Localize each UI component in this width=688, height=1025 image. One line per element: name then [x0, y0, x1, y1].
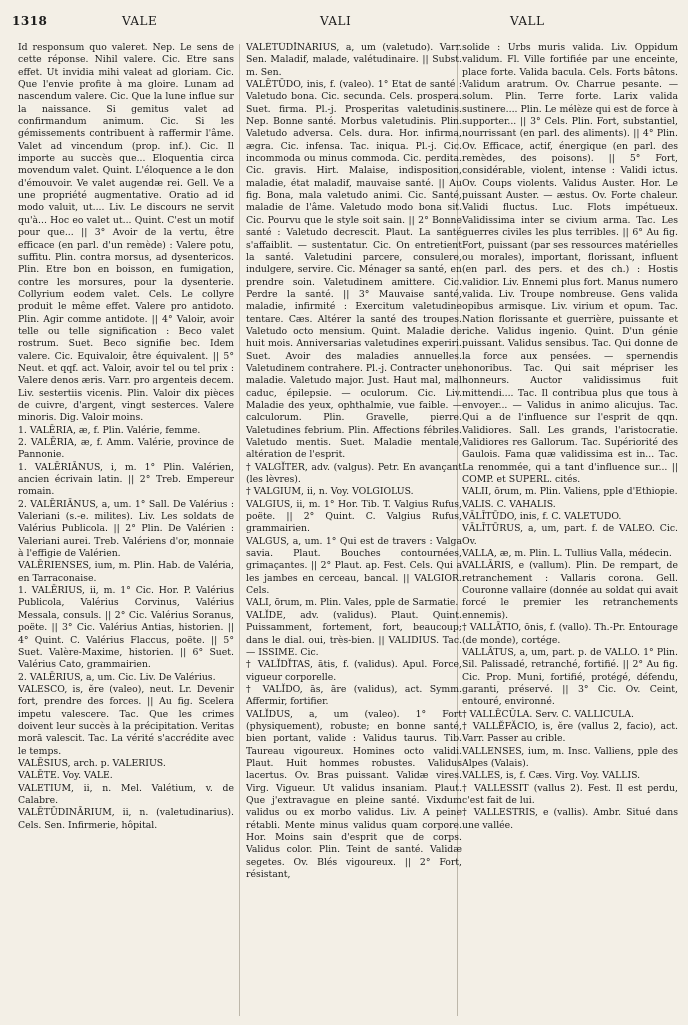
- entry: VALLĀRIS, e (vallum). Plin. De rempart, de retranchement : Vallaris corona. Gell. Couronne vallaire (donnée au soldat qui avait forcé le premier les retranchements ennemis).: [462, 560, 678, 621]
- entry: VALĬDUS, a, um (valeo). 1° Fort (physiquement), robuste; en bonne santé, bien portant, valide : Validus taurus. Tib. Taureau vigoureux. Homines octo validi. Plaut. Huit hommes robustes. Validus lacertus. Ov. Bras puissant. Validæ vires. Virg. Vigueur. Ut validus insaniam. Plaut. Que j'extravague en pleine santé. Vixdum validus ou ex morbo validus. Liv. A peine rétabli. Mente minus validus quam corpore. Hor. Moins sain d'esprit que de corps. Validus color. Plin. Teint de santé. Validæ segetes. Ov. Blés vigoureux. || 2° Fort, résistant,: [246, 708, 462, 881]
- entry: solide : Urbs muris valida. Liv. Oppidum validum. Fl. Ville fortifiée par une enceinte, place forte. Valida bacula. Cels. Forts bâtons. Validum aratrum. Ov. Charrue pesante. — solum. Plin. Terre forte. Larix valida sustinere.... Plin. Le mélèze qui est de force à supporter... || 3° Cels. Plin. Fort, substantiel, nourrissant (en parl. des aliments). || 4° Plin. Ov. Efficace, actif, énergique (en parl. des remèdes, des poisons). || 5° Fort, considérable, violent, intense : Validi ictus. Ov. Coups violents. Validus Auster. Hor. Le puissant Auster. — æstus. Ov. Forte chaleur. Validi fluctus. Luc. Flots impétueux. Validissima inter se civium arma. Tac. Les guerres civiles les plus terribles. || 6° Au fig. Fort, puissant (par ses ressources matérielles ou morales), important, florissant, influent (en parl. des pers. et des ch.) : Hostis validior. Liv. Ennemi plus fort. Manus numero valida. Liv. Troupe nombreuse. Gens valida opibus armisque. Liv. virium et opum. Tac. Nation florissante et guerrière, puissante et riche. Validus ingenio. Quint. D'un génie puissant. Validus sensibus. Tac. Qui donne de la force aux pensées. — spernendis honoribus. Tac. Qui sait mépriser les honneurs. Auctor validissimus fuit mittendi.... Tac. Il contribua plus que tous à envoyer... — Validus in animo alicujus. Tac. Qui a de l'influence sur l'esprit de qqn. Validiores. Sall. Les grands, l'aristocratie. Validiores res Gallorum. Tac. Supériorité des Gaulois. Fama quæ validissima est in... Tac. La renommée, qui a tant d'influence sur... || COMP. et SUPERL. cités.: [462, 42, 678, 486]
- entry: † VALLĀTIO, ōnis, f. (vallo). Th.-Pr. Entourage (de monde), cortége.: [462, 622, 678, 646]
- entry: † VALGIUM, ii, n. Voy. VOLGIOLUS.: [246, 486, 414, 498]
- entry: 2. VALĒRIA, æ, f. Amm. Valérie, province de Pannonie.: [18, 437, 234, 461]
- entry: VALLENSES, ium, m. Insc. Valliens, pple des Alpes (Valais).: [462, 745, 678, 769]
- entry: VALĬDE, adv. (validus). Plaut. Quint. Puissamment, fortement, fort, beaucoup; dans le dial. oui, très-bien. || VALIDIUS. Tac. — ISSIME. Cic.: [246, 609, 462, 658]
- entry: VALĒRIENSES, ium, m. Plin. Hab. de Valéria, en Tarraconaise.: [18, 560, 234, 584]
- entry: 1. VALĒRIA, æ, f. Plin. Valérie, femme.: [18, 424, 201, 436]
- entry: VALĒTŪDO, inis, f. (valeo). 1° Etat de santé : Valetudo bona. Cic. secunda. Cels. prospera. Suet. firma. Pl.-j. Prosperitas valetudinis. Nep. Bonne santé. Morbus valetudinis. Plin. Valetudo adversa. Cels. dura. Hor. infirma, ægra. Cic. infensa. Tac. iniqua. Pl.-j. Cic. incommoda ou minus commoda. Cic. perdita. Cic. gravis. Hirt. Malaise, indisposition, maladie, état maladif, mauvaise santé. || Au fig. Bona, mala valetudo animi. Cic. Santé, maladie de l'âme. Valetudo modo bona sit. Cic. Pourvu que le style soit sain. || 2° Bonne santé : Valetudo decrescit. Plaut. La santé s'affaiblit. — sustentatur. Cic. On entretient la santé. Valetudini parcere, consulere, indulgere, servire. Cic. Ménager sa santé, en prendre soin. Valetudinem amittere. Cic. Perdre la santé. || 3° Mauvaise santé, maladie, infirmité : Exercitum valetudine tentare. Cæs. Altérer la santé des troupes. Valetudo octo mensium. Quint. Maladie de huit mois. Anniversarias valetudines experiri. Suet. Avoir des maladies annuelles. Valetudinem contrahere. Pl.-j. Contracter une maladie. Valetudo major. Just. Haut mal, mal caduc, épilepsie. — oculorum. Cic. Liv. Maladie des yeux, ophthalmie, vue faible. — calculorum. Plin. Gravelle, pierre. Valetudines febrium. Plin. Affections fébriles. Valetudo mentis. Suet. Maladie mentale, altération de l'esprit.: [246, 79, 462, 461]
- entry: VALGIUS, ii, m. 1° Hor. Tib. T. Valgius Rufus, poëte. || 2° Quint. C. Valgius Rufus, grammairien.: [246, 498, 462, 535]
- running-head-right: VALL: [510, 14, 545, 28]
- entry: VALĒTE. Voy. VALE.: [18, 770, 113, 782]
- entry: VALLA, æ, m. Plin. L. Tullius Valla, médecin.: [462, 548, 672, 560]
- entry: VĀLĪTŪRUS, a, um, part. f. de VALEO. Cic. Ov.: [462, 523, 678, 547]
- entry: VALLĀTUS, a, um, part. p. de VALLO. 1° Plin. Sil. Palissadé, retranché, fortifié. || 2° Au fig. Cic. Prop. Muni, fortifié, protégé, défendu, garanti, préservé. || 3° Cic. Ov. Ceint, entouré, environné.: [462, 646, 678, 708]
- column-right: [462, 42, 678, 1017]
- entry: 1. VALĒRIĀNUS, i, m. 1° Plin. Valérien, ancien écrivain latin. || 2° Treb. Empereur romain.: [18, 461, 234, 498]
- entry: † VALLĒCŬLA. Serv. C. VALLICULA.: [462, 708, 634, 720]
- page-number: 1318: [12, 14, 48, 28]
- entry: 2. VALĒRIUS, a, um. Cic. Liv. De Valérius.: [18, 671, 216, 683]
- entry: VALGUS, a, um. 1° Qui est de travers : Valga savia. Plaut. Bouches contournées, grimaçantes. || 2° Plaut. ap. Fest. Cels. Qui a les jambes en cerceau, bancal. || VALGIOR. Cels.: [246, 535, 462, 597]
- running-head-left: VALE: [122, 14, 158, 28]
- column-rule: [239, 44, 240, 1016]
- entry: 2. VALĒRIĀNUS, a, um. 1° Sall. De Valérius : Valeriani (s.-e. milites). Liv. Les soldats de Valérius Publicola. || 2° Plin. De Valérien : Valeriani aurei. Treb. Valériens d'or, monnaie à l'effigie de Valérien.: [18, 498, 234, 560]
- entry: VALETIUM, ii, n. Mel. Valétium, v. de Calabre.: [18, 782, 234, 806]
- entry: † VALGĬTER, adv. (valgus). Petr. En avançant (les lèvres).: [246, 461, 462, 486]
- entry: † VALĬDO, ās, āre (validus), act. Symm. Affermir, fortifier.: [246, 683, 462, 708]
- column-middle: [246, 42, 462, 1017]
- running-head-center: VALI: [320, 14, 352, 28]
- entry: VALESCO, is, ĕre (valeo), neut. Lr. Devenir fort, prendre des forces. || Au fig. Scelera impetu valescere. Tac. Que les crimes doivent leur succès à la précipitation. Veritas morā valescit. Tac. La vérité s'accrédite avec le temps.: [18, 683, 234, 757]
- entry: † VALLĔFĂCIO, is, ĕre (vallus 2, facio), act. Varr. Passer au crible.: [462, 720, 678, 745]
- entry: VALLES, is, f. Cæs. Virg. Voy. VALLIS.: [462, 770, 641, 782]
- entry: VALĒTŪDĬNĀRIUS, a, um (valetudo). Varr. Sen. Maladif, malade, valétudinaire. || Subst. m. Sen.: [246, 42, 462, 78]
- entry: † VALLESSIT (vallus 2). Fest. Il est perdu, c'est fait de lui.: [462, 782, 678, 806]
- entry: VĀLĪTŪDO, inis, f. C. VALETUDO.: [462, 511, 622, 523]
- entry: † VALLESTRIS, e (vallis). Ambr. Situé dans une vallée.: [462, 807, 678, 831]
- entry: † VALĬDĬTAS, ātis, f. (validus). Apul. Force, vigueur corporelle.: [246, 659, 462, 683]
- entry: VALI, ōrum, m. Plin. Vales, pple de Sarmatie.: [246, 597, 459, 609]
- entry: VALIS. C. VAHALIS.: [462, 498, 556, 510]
- entry: Id responsum quo valeret. Nep. Le sens de cette réponse. Nihil valere. Cic. Etre sans effet. Ut invidia mihi valeat ad gloriam. Cic. Que l'envie profite à ma gloire. Lunam ad nascendum valere. Cic. Que la lune influe sur la naissance. Si gemitus valet ad confirmandum animum. Cic. Si les gémissements contribuent à raffermir l'âme. Valet ad vincendum (prop. inf.). Cic. Il importe au succès que... Eloquentia circa movendum valet. Quint. L'éloquence a le don d'émouvoir. Ve valet augendæ rei. Gell. Ve a une propriété augmentative. Oratio ad id modo valuit, ut.... Liv. Le discours ne servit qu'à... Hoc eo valet ut... Quint. C'est un motif pour que... || 3° Avoir de la vertu, être efficace (en parl. d'un remède) : Valere potu, suffitu. Plin. contra morsus, ad dysentericos. Plin. Etre bon en boisson, en fumigation, contre les morsures, pour la dysenterie. Collyrium eodem valet. Cels. Le collyre produit le même effet. Valere pro antidoto. Plin. Agir comme antidote. || 4° Valoir, avoir telle ou telle signification : Beco valet rostrum. Suet. Beco signifie bec. Idem valere. Cic. Equivaloir, être équivalent. || 5° Neut. et qqf. act. Valoir, avoir tel ou tel prix : Valere denos æris. Varr. pro argenteis decem. Liv. sestertiis vicenis. Plin. Valoir dix pièces de cuivre, d'argent, vingt sesterces. Valere minoris. Dig. Valoir moins.: [18, 42, 234, 424]
- entry: VALĒTŪDINĀRIUM, ii, n. (valetudinarius). Cels. Sen. Infirmerie, hôpital.: [18, 807, 234, 831]
- entry: 1. VALĒRIUS, ii, m. 1° Cic. Hor. P. Valérius Publicola, Valérius Corvinus, Valérius Messala, consuls. || 2° Cic. Valérius Soranus, poëte. || 3° Cic. Valérius Antias, historien. || 4° Quint. C. Valérius Flaccus, poëte. || 5° Suet. Valère-Maxime, historien. || 6° Suet. Valérius Cato, grammairien.: [18, 585, 234, 671]
- entry: VALĒSIUS, arch. p. VALERIUS.: [18, 757, 166, 769]
- column-left: [18, 42, 234, 1017]
- entry: VALII, ōrum, m. Plin. Valiens, pple d'Ethiopie.: [462, 486, 678, 498]
